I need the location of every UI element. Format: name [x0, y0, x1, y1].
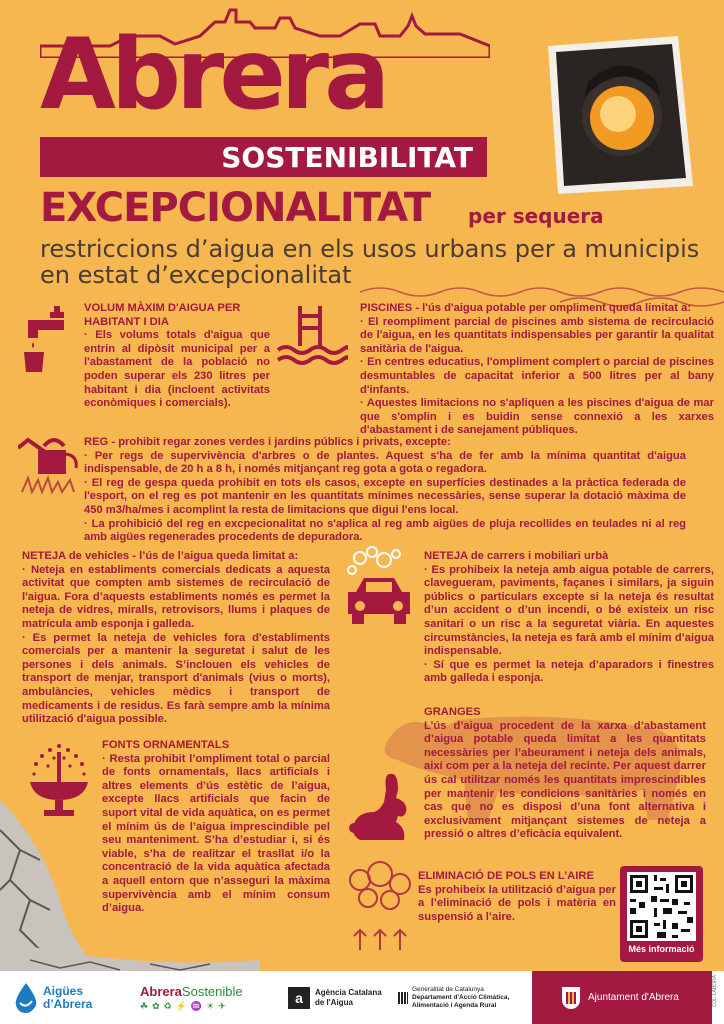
headline: EXCEPCIONALITAT — [40, 185, 431, 231]
piscines-item-3: · Aquestes limitacions no s'apliquen a les piscines d'aigua de mar que s'omplin i es buidin sense connexió a les xarxes d'abastament i de sanejament públiques. — [360, 397, 714, 437]
page-title: Abrera — [40, 18, 386, 132]
abrera-sost-a: Abrera — [140, 983, 182, 999]
fonts-body: · Resta prohibit l’ompliment total o parcial de fonts ornamentals, llacs artificials i altres elements d’ús estètic de l’aigua, excepte llacs artificials que facin de suport vital de vida aquàtica, on es permet el mínim ús de l’aigua imprescindible pel seu manteniment. S’ha d’estudiar i, si és viable, s’ha de realitzar el trasllat i/o la concentració de la vida aquàtica afectada a aquell entorn que n’asseguri la màxima supervivència amb el mínim consum d’aigua. — [102, 752, 330, 915]
carrers-head: NETEJA de carrers i mobiliari urbà — [424, 550, 609, 562]
subtitle-text: SOSTENIBILITAT — [221, 141, 473, 174]
pool-icon — [276, 306, 348, 366]
abrera-sostenible-logo — [140, 971, 243, 1024]
granges-body: L’ús d’aigua procedent de la xarxa d’abastament d’aigua potable queda limitat a les quantitats necessàries per l’abeurament i neteja dels animals, així com per a la neteja del recinte. Per aquest darrer ús cal utilitzar només les quantitats imprescindibles per mantenir les condicions sanitàries i només en cas que no es disposi d’una font alternativa i exclusivament mitjançant sistemes de neteja a pressió o altres d’eficàcia equivalent. — [424, 719, 706, 841]
collabora-label: COL·LABORA — [712, 975, 718, 1008]
section-volum — [84, 302, 270, 411]
vehicles-item-2: · Es permet la neteja de vehicles fora d'establiments comercials per a mantenir la seguretat i salut de les persones i dels animals. S’inclouen els vehicles de transport de menjar, transport d'animals (vius o morts), ambulàncies, vehicles mèdics i transport de medicaments i de residus. Es farà sempre amb la mínima utilització d'aigua possible. — [22, 631, 330, 726]
subtitle-banner — [40, 137, 487, 177]
piscines-intro: - l'ús d'aigua potable per ompliment queda limitat a: — [412, 302, 692, 314]
gen-line1: Generalitat de Catalunya — [412, 985, 484, 993]
aca-icon: a — [288, 987, 310, 1009]
reg-head: REG — [84, 436, 109, 448]
aigues-line1: Aigües — [43, 983, 84, 998]
car-wash-icon — [342, 546, 416, 630]
shield-icon — [562, 987, 580, 1009]
aca-logo — [288, 971, 382, 1024]
section-vehicles — [22, 550, 330, 727]
vehicles-item-1: · Neteja en establiments comercials dedicats a aquesta activitat que compten amb sistemes de recirculació de l'aigua. Fora d’aquests establiments només es permet la neteja de vidres, miralls, retrovisors, llums i plaques de matrícula amb esponja i galleda. — [22, 563, 330, 630]
fonts-head: FONTS ORNAMENTALS — [102, 739, 230, 751]
generalitat-logo — [398, 971, 509, 1024]
volum-head: VOLUM MÀXIM D'AIGUA PER HABITANT I DIA — [84, 302, 241, 328]
qr-code-icon — [627, 872, 696, 941]
aigues-line2: d’Abrera — [43, 996, 93, 1011]
reg-item-1: · Per regs de supervivència d'arbres o de plantes. Aquest s'ha de fer amb la mínima quantitat d'aigua indispensable, de 20 h a 8 h, i només mitjançant reg gota a gota o regadora. — [84, 449, 686, 476]
gen-line2: Departament d'Acció Climàtica, — [412, 993, 510, 1001]
section-reg — [84, 436, 686, 545]
dust-cloud-icon — [340, 860, 420, 950]
watering-can-icon — [18, 432, 82, 494]
reg-intro: - prohibit regar zones verdes i jardins públics i privats, excepte: — [108, 436, 451, 448]
pols-head: ELIMINACIÓ DE POLS EN L’AIRE — [418, 870, 594, 882]
sostenible-icons: ☘✿♻⚡♒☀✈ — [140, 1000, 230, 1011]
footer — [0, 971, 724, 1024]
water-drop-icon — [14, 983, 38, 1013]
volum-body: · Els volums totals d'aigua que entrin al dipòsit municipal per a l'abastament de la població no poden superar els 230 litres per habitant i dia (incloent activitats econòmiques i comercials). — [84, 329, 270, 410]
piscines-item-1: · El reompliment parcial de piscines amb sistema de recirculació de l'aigua, en les quantitats indispensables per garantir la qualitat sanitària de l'aigua. — [360, 315, 714, 355]
aca-line1: Agència Catalana — [315, 988, 382, 997]
gen-line3: Alimentació i Agenda Rural — [412, 1001, 497, 1009]
vehicles-intro: - l’ús de l’aigua queda limitat a: — [129, 550, 299, 562]
aigues-logo — [14, 971, 92, 1024]
tap-icon — [20, 306, 72, 374]
reg-item-3: · La prohibició del reg en excpecionalitat no s'aplica al reg amb aigües de pluja recollides en teulades ni al reg amb aigües regenerades procedents de depuradora. — [84, 517, 686, 544]
granges-head: GRANGES — [424, 706, 481, 718]
qr-code-link[interactable] — [620, 866, 703, 962]
reg-item-2: · El reg de gespa queda prohibit en tots els casos, excepte en superfícies destinades a la pràctica federada de l'esport, on el reg es pot mantenir en les quantitats mínimes necessàries, sense superar la dotació màxima de 450 m3/ha/mes i acomplint la resta de limitacions que digui l'ens local. — [84, 476, 686, 516]
traffic-light-icon — [548, 36, 698, 196]
qr-label: Més informació — [628, 944, 695, 954]
section-fonts — [102, 739, 330, 916]
generalitat-icon — [398, 992, 408, 1004]
section-carrers — [424, 550, 714, 686]
headline-suffix: per sequera — [468, 204, 604, 228]
carrers-item-2: · Sí que es permet la neteja d’aparadors i finestres amb galleda i esponja. — [424, 658, 714, 685]
cracked-earth-bottom-icon — [0, 940, 260, 971]
piscines-head: PISCINES — [360, 302, 413, 314]
vehicles-head: NETEJA de vehicles — [22, 550, 130, 562]
section-pols — [418, 870, 616, 924]
section-piscines — [360, 302, 714, 438]
carrers-item-1: · Es prohibeix la neteja amb aigua potable de carrers, clavegueram, paviments, façanes i similars, ja siguin públics o particulars excepte si la neteja és resultat d’un accident o d’un incendi, o bé existeix un risc sanitari o un risc a la seguretat viària. En aquestes circumstàncies, la neteja es farà amb el mínim d’aigua indispensable. — [424, 563, 714, 658]
pols-body: Es prohibeix la utilització d’aigua per a l’eliminació de pols i matèria en suspensió a l’aire. — [418, 883, 616, 923]
rabbit-icon — [346, 772, 418, 842]
ajuntament-logo — [532, 971, 712, 1024]
piscines-item-2: · En centres educatius, l'ompliment complert o parcial de piscines desmuntables de capacitat inferior a 500 litres per al bany d'infants. — [360, 356, 714, 396]
aca-line2: de l'Aigua — [315, 997, 353, 1007]
restrictions-title: restriccions d’aigua en els usos urbans per a municipis en estat d’excepcionalitat — [40, 235, 700, 289]
abrera-sost-b: Sostenible — [181, 983, 243, 999]
ajuntament-name: Ajuntament d'Abrera — [588, 992, 679, 1003]
section-granges — [424, 706, 706, 842]
